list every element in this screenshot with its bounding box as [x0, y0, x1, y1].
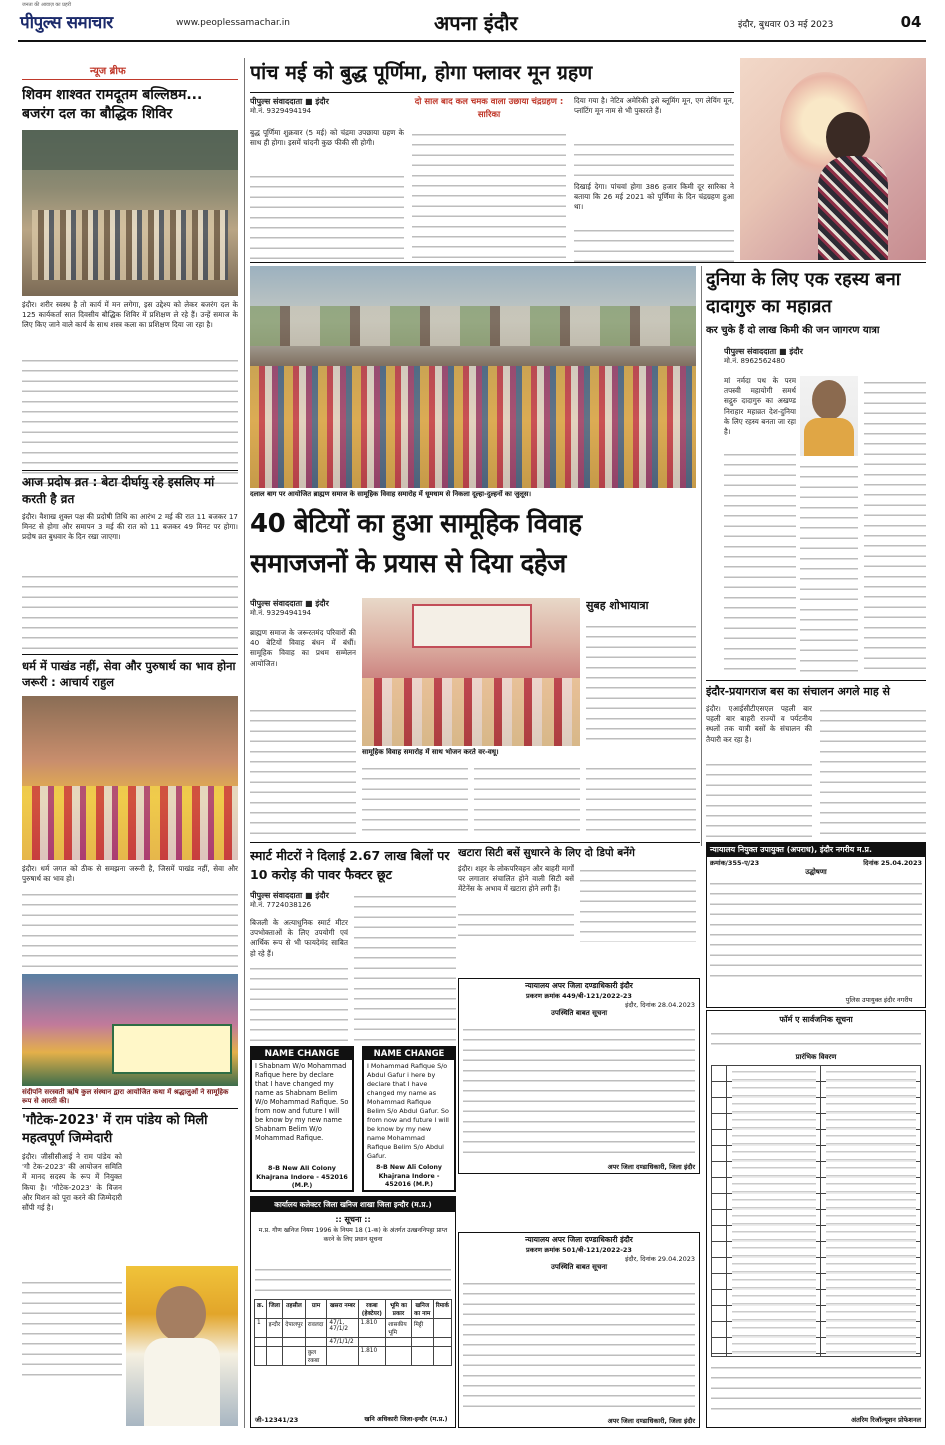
name-change-1-body: I Shabnam W/o Mohammad Rafique here by declare that I have changed my name as Shabnam Belim W/o Mohammad Rafique. So from now and future I will be know by my new name Shabnam Belim W/o Mohammad Rafique.: [255, 1062, 349, 1142]
smart-meter-headline: स्मार्ट मीटरों ने दिलाई 2.67 लाख बिलों पर 10 करोड़ की पावर फैक्टर छूट: [250, 848, 450, 882]
collector-table-cell: [386, 1338, 412, 1347]
smart-meter-byline: पीपुल्स संवाददाता ■ इंदौर मो.नं. 7724038126: [250, 890, 350, 916]
dadaguru-byline-city: इंदौर: [789, 347, 803, 356]
name-change-2-title: NAME CHANGE: [364, 1048, 454, 1060]
collector-table-cell: [433, 1347, 451, 1366]
wedding-col3: [474, 762, 580, 838]
adm-notice-2: [458, 1232, 700, 1428]
wedding-headline-line2: समाजजनों के प्रयास से दिया दहेज: [250, 549, 566, 579]
dadaguru-story: [706, 266, 926, 678]
public-notice-table: [711, 1065, 921, 1357]
name-change-1-title: NAME CHANGE: [252, 1048, 352, 1060]
collector-table-cell: [433, 1338, 451, 1347]
collector-table-header: खसरा नम्बर: [327, 1300, 358, 1319]
collector-notice-label: :: सूचना ::: [335, 1215, 371, 1224]
collector-table-header: तहसील: [283, 1300, 305, 1319]
adm-notice-1: [458, 978, 700, 1174]
bus-divider: [706, 680, 926, 681]
collector-table-cell: 1.810: [358, 1319, 386, 1338]
name-change-ad-2: [362, 1046, 456, 1192]
brief-acharya-photo-2: [22, 974, 238, 1086]
adm-notice-1-title: उपस्थिति बाबत सूचना: [550, 1009, 608, 1017]
byline-name: पीपुल्स संवाददाता: [250, 97, 303, 106]
wedding-byline-mobile: मो.नं. 9329494194: [250, 609, 312, 617]
public-notice-intro: [711, 1027, 921, 1051]
collector-table-header: खनिज का नाम: [411, 1300, 433, 1319]
collector-table-cell: [283, 1347, 305, 1366]
adm-notice-2-case: प्रकरण क्रमांक 501/बी-121/2022-23: [526, 1246, 632, 1254]
public-notice-sign: अंतरिम रिजॉल्यूशन प्रोफेशनल: [851, 1416, 921, 1424]
collector-table-cell: [266, 1347, 283, 1366]
lead-story-col4-lead: दिखाई देगा। पांचवां होगा 386 हजार किमी दूर सारिका ने बताया कि 26 मई 2021 को पूर्णिमा के दिन चंद्रग्रहण हुआ था।: [574, 182, 734, 212]
khatara-story: [458, 846, 696, 976]
adm-notice-2-title: उपस्थिति बाबत सूचना: [550, 1263, 608, 1271]
brief-gautech-photo: [126, 1266, 238, 1426]
page-number: 04: [900, 13, 922, 31]
court-case-no: क्रमांक/355-ए/23: [710, 859, 760, 867]
masthead: [0, 0, 945, 44]
wedding-byline-name: पीपुल्स संवाददाता: [250, 599, 303, 608]
wedding-byline: पीपुल्स संवाददाता ■ इंदौर मो.नं. 9329494194: [250, 598, 360, 626]
brief-pradosh-body: [22, 570, 238, 652]
brief-acharya-headline: धर्म में पाखंड नहीं, सेवा और पुरुषार्थ का भाव होना जरूरी : आचार्य राहुल: [22, 659, 236, 689]
court-notice-title: न्यायालय नियुक्त उपायुक्त (अपराध), इंदौर नगरीय म.प्र.: [707, 843, 925, 857]
bus-col2: [820, 704, 926, 840]
newspaper-logo: [20, 9, 113, 33]
collector-table-row: [255, 1319, 452, 1338]
bus-lead: इंदौर। एआईसीटीएसएल पहली बार पहली बार बाहरी राज्यों व पर्यटनीय स्थलों तक यात्री बसों के संचालन की तैयारी कर रहा है।: [706, 704, 812, 744]
public-notice-footer: [711, 1361, 921, 1411]
brief-divider-3: [22, 1108, 238, 1109]
adm-notice-2-date: इंदौर, दिनांक 29.04.2023: [625, 1255, 695, 1263]
wedding-col5: [586, 762, 696, 838]
collector-table-cell: [386, 1347, 412, 1366]
dadaguru-photo: [800, 376, 858, 456]
collector-table-cell: [266, 1338, 283, 1347]
collector-table-cell: [283, 1338, 305, 1347]
collector-table-header: ग्राम: [305, 1300, 327, 1319]
collector-table-wrap: [254, 1299, 452, 1366]
khatara-lead: इंदौर। शहर के लोकपरिवहन और बाहरी मार्गों पर लगातार संचालित होने वाली सिटी बसें मेंटेनेंस के अभाव में खटारा होने लगी हैं।: [458, 864, 574, 894]
brief-divider-2: [22, 654, 238, 655]
brief-shivir: [22, 86, 238, 484]
wedding-dinner-photo: [362, 598, 580, 746]
brief-gautech-headline: 'गौटेक-2023' में राम पांडेय को मिली महत्वपूर्ण जिम्मेदारी: [22, 1113, 208, 1146]
khatara-headline: खटारा सिटी बसें सुधारने के लिए दो डिपो बनेंगे: [458, 847, 635, 859]
court-date: दिनांक 25.04.2023: [863, 859, 922, 867]
collector-table-cell: 47/1/1/2: [327, 1338, 358, 1347]
news-brief-header: [22, 62, 238, 80]
smart-meter-col1: [250, 962, 348, 1042]
dadaguru-headline: दुनिया के लिए एक रहस्य बना दादागुरु का महाव्रत: [706, 269, 901, 317]
lead-story-col3: [574, 138, 734, 178]
news-brief-label: न्यूज ब्रीफ: [90, 66, 126, 77]
collector-notice-full: [250, 1196, 456, 1428]
lead-story: [250, 58, 734, 268]
logo-text: पीपुल्स समाचार: [20, 12, 113, 33]
wedding-col1: [250, 704, 356, 838]
brief-pradosh-lead: इंदौर। वैशाख शुक्ल पक्ष की प्रदोषी तिथि का आरंभ 2 मई की रात 11 बजकर 17 मिनट से होगा और समापन 3 मई की रात को 11 बजकर 49 मिनट पर होगा। प्रदोष व्रत बुधवार के दिन रखा जाएगा।: [22, 512, 238, 542]
brief-shivir-headline: शिवम शाश्वत रामदूतम बल्लिष्ठम... बजरंग दल का बौद्धिक शिविर: [22, 87, 203, 122]
wedding-subhead-text: सुबह शोभायात्रा: [586, 599, 649, 612]
public-notice-title: फॉर्म ए सार्वजनिक सूचना: [779, 1015, 853, 1024]
collector-table-cell: [255, 1347, 267, 1366]
smart-meter-byline-mobile: मो.नं. 7724038126: [250, 901, 312, 909]
dadaguru-col1: [724, 448, 796, 674]
adm-notice-2-sign: अपर जिला दण्डाधिकारी, जिला इंदौर: [607, 1417, 695, 1425]
dadaguru-col2: [864, 376, 926, 674]
collector-table-cell: देपालपुर: [283, 1319, 305, 1338]
dadaguru-lead: मां नर्मदा पथ के परम तपस्वी महायोगी समर्थ सद्गुरु दादागुरु का अखण्ड निराहार महाव्रत देश-दुनिया के लिए रहस्य बनता जा रहा है।: [724, 376, 796, 437]
collector-body: [255, 1263, 451, 1295]
bus-story: [706, 684, 926, 840]
brief-acharya-caption: संदीपनि सरस्वती ऋषि कुल संस्थान द्वारा आयोजित कथा में श्रद्धालुओं ने सामूहिक रूप से आरती की।: [22, 1088, 229, 1105]
dadaguru-col1b: [800, 460, 858, 674]
collector-table-cell: रावलदा: [305, 1319, 327, 1338]
bus-col1: [706, 758, 812, 840]
collector-table-cell: 47/1, 47/1/2: [327, 1319, 358, 1338]
adm-notice-1-office: न्यायालय अपर जिला दण्डाधिकारी इंदौर: [525, 981, 633, 990]
masthead-rule: [18, 40, 926, 42]
wedding-lead: ब्राह्मण समाज के जरूरतमंद परिवारों की 40 बेटियों विवाह बंधन में बंधीं। सामूहिक विवाह का प्रथम सम्मेलन आयोजित।: [250, 628, 356, 668]
adm-notice-1-case: प्रकरण क्रमांक 449/बी-121/2022-23: [526, 992, 632, 1000]
wedding-dinner-caption: सामूहिक विवाह समारोह में साथ भोजन करते वर-वधू।: [362, 748, 499, 756]
lead-story-rule: [250, 92, 734, 93]
brief-shivir-lead: इंदौर। शरीर स्वस्थ है तो कार्य में मन लगेगा, इस उद्देश्य को लेकर बजरंग दल के 125 कार्यकर्ता सात दिवसीय बौद्धिक शिविर में प्रशिक्षण ले रहे हैं। उन्हें समाज के लिए किए जाने वाले कार्य के साथ शस्त्र कला का प्रशिक्षण दिया जा रहा है।: [22, 300, 238, 330]
bus-headline: इंदौर-प्रयागराज बस का संचालन अगले माह से: [706, 685, 890, 698]
mid-divider: [250, 842, 700, 843]
collector-table-cell: 1: [255, 1319, 267, 1338]
collector-sign: खनि अधिकारी जिला-इन्दौर (म.प्र.): [364, 1415, 448, 1423]
collector-table-cell: मिट्टी: [411, 1319, 433, 1338]
section-name: अपना इंदौर: [434, 11, 518, 35]
smart-meter-lead: बिजली के अत्याधुनिक स्मार्ट मीटर उपभोक्ताओं के लिए उपयोगी एवं आर्थिक रूप से भी फायदेमंद साबित हो रहे हैं।: [250, 918, 348, 958]
smart-meter-byline-name: पीपुल्स संवाददाता: [250, 891, 303, 900]
wedding-headline: [250, 504, 696, 596]
court-body: [710, 877, 922, 985]
wedding-headline-line1: 40 बेटियों का हुआ सामूहिक विवाह: [250, 509, 582, 539]
column-divider-left: [244, 58, 245, 1428]
name-change-ad-1: [250, 1046, 354, 1192]
lead-story-col2: [412, 128, 566, 268]
wedding-col4: [586, 620, 696, 748]
collector-table-header: क्र.: [255, 1300, 267, 1319]
court-heading: उद्घोषणा: [805, 868, 827, 876]
collector-table-cell: 1.810: [358, 1347, 386, 1366]
lead-story-bottom-rule: [250, 262, 926, 263]
lead-story-col3-lead: दिया गया है। नेटिव अमेरिकी इसे ब्लूमिंग मून, एग लेयिंग मून, प्लांटिंग मून नाम से भी पुकारते हैं।: [574, 96, 734, 116]
collector-table: [254, 1299, 452, 1366]
collector-table-cell: [411, 1347, 433, 1366]
column-divider-right: [701, 266, 702, 846]
dadaguru-byline-name: पीपुल्स संवाददाता: [724, 347, 777, 356]
collector-table-cell: शासकीय भूमि: [386, 1319, 412, 1338]
brief-acharya-lead: इंदौर। धर्म जगत को ठीक से समझना जरूरी है, जिसमें पाखंड नहीं, सेवा और पुरुषार्थ का भाव हो।: [22, 864, 238, 884]
dadaguru-byline-mobile: मो.नं. 8962562480: [724, 357, 786, 365]
lead-story-col1: [250, 170, 404, 268]
collector-table-cell: [327, 1347, 358, 1366]
dateline: इंदौर, बुधवार 03 मई 2023: [738, 20, 834, 30]
collector-title: कार्यालय कलेक्टर जिला खनिज शाखा जिला इन्दौर (म.प्र.): [251, 1197, 455, 1212]
wedding-col2: [362, 762, 468, 838]
adm-notice-1-sign: अपर जिला दण्डाधिकारी, जिला इंदौर: [607, 1163, 695, 1171]
adm-notice-1-body: [463, 1023, 695, 1159]
byline-mobile: मो.नं. 9329494194: [250, 107, 312, 115]
brief-gautech: [22, 1112, 238, 1428]
adm-notice-2-office: न्यायालय अपर जिला दण्डाधिकारी इंदौर: [525, 1235, 633, 1244]
brief-shivir-photo: [22, 130, 238, 296]
lead-story-photo-woman: [740, 58, 926, 260]
name-change-1-addr: 8-B New Ali Colony Khajrana Indore - 452016 (M.P.): [256, 1164, 348, 1189]
brief-gautech-lead: इंदौर। जीसीसीआई ने राम पांडेय को 'गौ टेक-2023' की आयोजन समिति में मानद सदस्य के रूप में नियुक्त किया है। 'गौटेक-2023' के विजन और मिशन को पूरा करने की जिम्मेदारी सौंपी गई है।: [22, 1152, 122, 1213]
collector-table-header: रिमार्क: [433, 1300, 451, 1319]
lead-story-byline: पीपुल्स संवाददाता ■ इंदौर मो.नं. 9329494194: [250, 96, 370, 126]
wedding-procession-caption: दलाल बाग पर आयोजित ब्राह्मण समाज के सामूहिक विवाह समारोह में धूमधाम से निकला दूल्हा-दुल्हनों का जुलूस।: [250, 490, 532, 498]
collector-table-header: जिला: [266, 1300, 283, 1319]
collector-table-cell: [411, 1338, 433, 1347]
lead-story-col1-lead: बुद्ध पूर्णिमा शुक्रवार (5 मई) को चंद्रमा उपछाया ग्रहण के साथ ही होगा। इसमें चांदनी कुछ फीकी सी होगी।: [250, 128, 404, 148]
collector-table-cell: इन्दौर: [266, 1319, 283, 1338]
collector-table-row: [255, 1338, 452, 1347]
wedding-procession-photo: [250, 266, 696, 488]
brief-divider-1: [22, 470, 238, 471]
brief-gautech-body: [22, 1276, 122, 1376]
lead-story-kicker-box: [412, 96, 566, 124]
collector-table-cell: [433, 1319, 451, 1338]
court-sign: पुलिस उपायुक्त इंदौर नगरीय: [845, 996, 913, 1004]
public-notice-sub: प्रारंभिक विवरण: [795, 1053, 837, 1061]
lead-story-headline: पांच मई को बुद्ध पूर्णिमा, होगा फ्लावर मून ग्रहण: [250, 61, 593, 84]
name-change-2-body: I Mohammad Rafique S/o Abdul Gafur i here by declare that I have changed my name as Mohammad Rafique Belim S/o Abdul Gafur. So from now and future I will be know by my new name Mohammad Rafique Belim S/o Abdul Gafur.: [367, 1062, 449, 1160]
brief-pradosh-headline: आज प्रदोष व्रत : बेटा दीर्घायु रहे इसलिए मां करती है व्रत: [22, 475, 215, 506]
website-url[interactable]: www.peoplessamachar.in: [176, 18, 290, 28]
collector-ref: जी-12341/23: [255, 1416, 299, 1424]
collector-table-cell: कुल रकबा: [305, 1347, 327, 1366]
collector-table-cell: [305, 1338, 327, 1347]
adm-notice-2-body: [463, 1277, 695, 1413]
adm-notice-1-date: इंदौर, दिनांक 28.04.2023: [625, 1001, 695, 1009]
wedding-subhead: [586, 598, 696, 618]
brief-shivir-body: [22, 354, 238, 484]
wedding-byline-city: इंदौर: [315, 599, 329, 608]
collector-line: म.प्र. गौण खनिज नियम 1996 के नियम 18 (1-क) के अंतर्गत उत्खननिपट्टा प्राप्त करने के लिए प्रधान सूचना: [258, 1227, 448, 1243]
brief-acharya-body: [22, 888, 238, 968]
smart-meter-byline-city: इंदौर: [315, 891, 329, 900]
masthead-tagline: जनता की आवाज़ का प्रहरी: [22, 2, 71, 8]
byline-city: इंदौर: [315, 97, 329, 106]
court-notice: [706, 842, 926, 1008]
brief-acharya-photo-1: [22, 696, 238, 860]
collector-table-header: भूमि का प्रकार: [386, 1300, 412, 1319]
khatara-col2: [580, 864, 696, 942]
lead-story-kicker: दो साल बाद कल चमक वाला उछाया चंद्रग्रहण : सारिका: [414, 97, 564, 120]
brief-pradosh: [22, 474, 238, 652]
collector-table-cell: [358, 1338, 386, 1347]
dadaguru-deck: कर चुके हैं दो लाख किमी की जन जागरण यात्रा: [706, 325, 880, 336]
name-change-2-addr: 8-B New Ali Colony Khajrana Indore - 452016 (M.P.): [376, 1164, 442, 1188]
collector-table-cell: [255, 1338, 267, 1347]
smart-meter-col2: [354, 890, 456, 1042]
collector-table-header: रकबा (हेक्टेयर): [358, 1300, 386, 1319]
brief-acharya: [22, 658, 238, 1106]
collector-table-row: [255, 1347, 452, 1366]
khatara-col1: [458, 908, 574, 942]
dadaguru-byline: पीपुल्स संवाददाता ■ इंदौर मो.नं. 8962562480: [724, 346, 824, 372]
public-notice-form-a: [706, 1010, 926, 1428]
